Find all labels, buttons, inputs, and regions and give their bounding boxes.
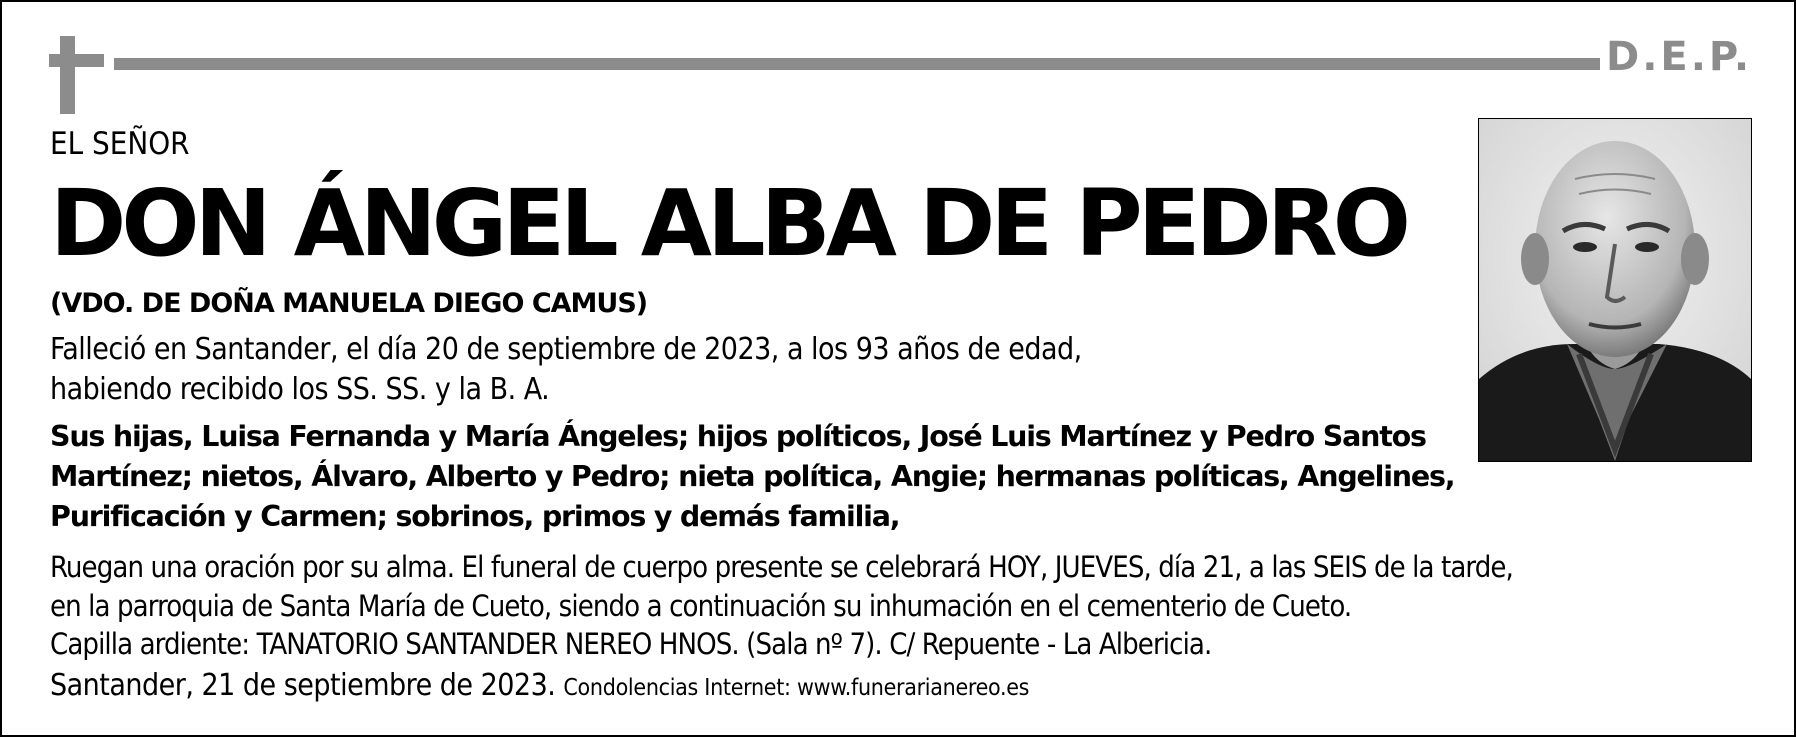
death-line-1: Falleció en Santander, el día 20 de septiembre de 2023, a los 93 años de edad, [50,332,1082,367]
header-rule [114,58,1600,70]
deceased-name: DON ÁNGEL ALBA DE PEDRO [50,170,1406,277]
dep-label: D.E.P. [1606,34,1753,80]
title-prefix: EL SEÑOR [50,126,190,162]
portrait-photo [1478,118,1752,462]
family-line-3: Purificación y Carmen; sobrinos, primos y demás familia, [50,500,900,533]
date-line: Santander, 21 de septiembre de 2023. [50,668,556,703]
funeral-line-2: en la parroquia de Santa María de Cueto, siendo a continuación su inhumación en el cementerio de Cueto. [50,589,1352,623]
family-line-2: Martínez; nietos, Álvaro, Alberto y Pedro; nieta política, Angie; hermanas políticas, Angelines, [50,460,1455,493]
family-line-1: Sus hijas, Luisa Fernanda y María Ángeles; hijos políticos, José Luis Martínez y Pedro Santos [50,420,1426,453]
chapel-line: Capilla ardiente: TANATORIO SANTANDER NEREO HNOS. (Sala nº 7). C/ Repuente - La Albericia. [50,627,1212,661]
cross-icon [60,36,75,114]
condolences-line: Condolencias Internet: www.funerarianereo.es [563,675,1030,701]
death-line-2: habiendo recibido los SS. SS. y la B. A. [50,372,550,407]
cross-icon-bar [49,54,104,67]
date-line-row [50,668,1029,703]
widower-line: (VDO. DE DOÑA MANUELA DIEGO CAMUS) [50,288,648,319]
funeral-line-1: Ruegan una oración por su alma. El funeral de cuerpo presente se celebrará HOY, JUEVES, día 21, a las SEIS de la tarde, [50,550,1513,584]
